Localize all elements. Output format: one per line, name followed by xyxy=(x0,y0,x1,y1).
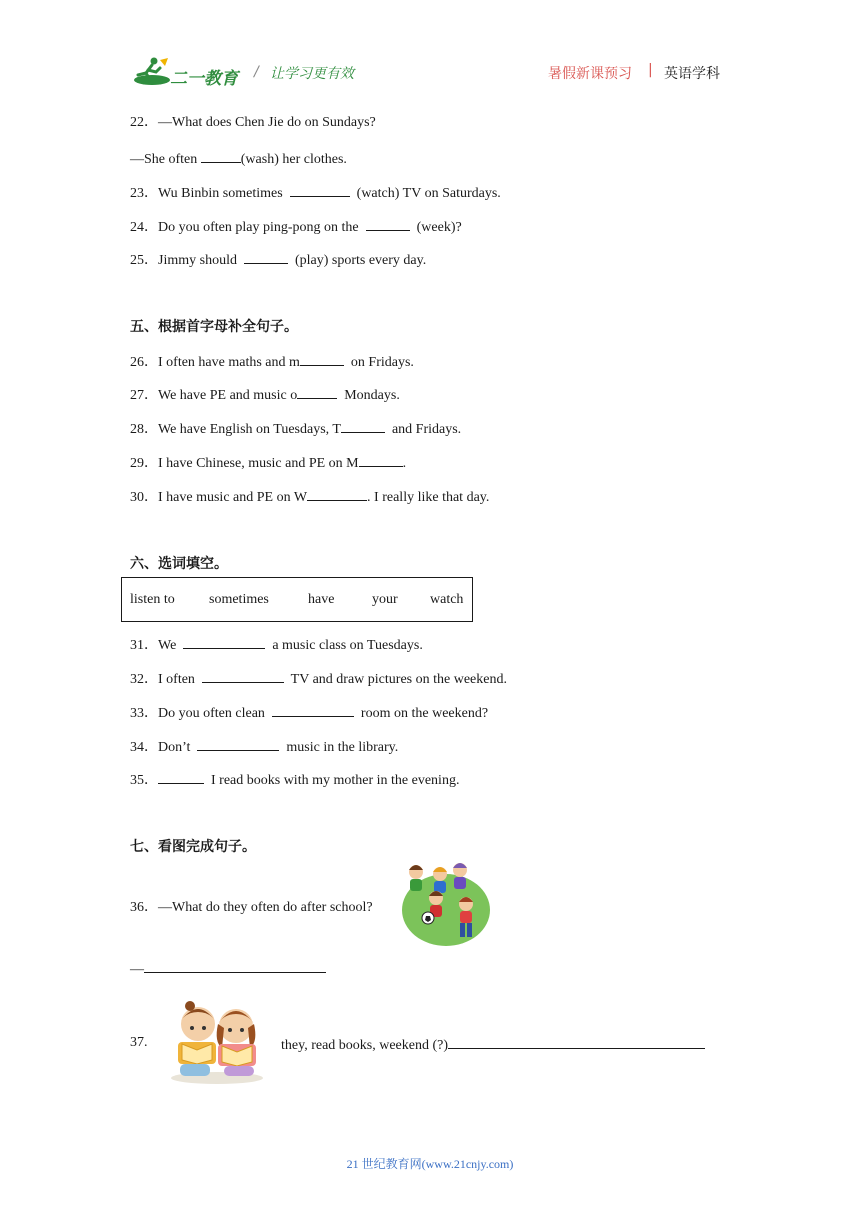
header-divider: | xyxy=(648,62,653,78)
section-6-title: 六、选词填空。 xyxy=(130,556,228,572)
question-37: they, read books, weekend (?) xyxy=(281,1034,705,1055)
word-bank-item: listen to xyxy=(130,591,175,607)
question-28: 28．We have English on Tuesdays, T and Fridays. xyxy=(130,418,461,439)
question-25: 25．Jimmy should (play) sports every day. xyxy=(130,249,426,270)
question-29: 29．I have Chinese, music and PE on M . xyxy=(130,452,406,473)
answer-blank[interactable] xyxy=(359,452,403,467)
question-34: 34．Don’t music in the library. xyxy=(130,736,398,757)
question-33: 33．Do you often clean room on the weekend? xyxy=(130,702,488,723)
question-32: 32．I often TV and draw pictures on the weekend. xyxy=(130,668,507,689)
word-bank xyxy=(121,577,473,622)
question-27: 27．We have PE and music o Mondays. xyxy=(130,384,400,405)
question-36-answer: — xyxy=(130,958,326,979)
logo-runner-icon xyxy=(130,56,170,88)
answer-blank[interactable] xyxy=(244,249,288,264)
header xyxy=(130,56,730,90)
logo-text: 二一教育 xyxy=(170,69,238,89)
subject-label: 英语学科 xyxy=(664,66,720,82)
answer-blank[interactable] xyxy=(197,736,279,751)
subject-tag: 暑假新课预习 xyxy=(548,66,632,82)
section-7-title: 七、看图完成句子。 xyxy=(130,839,256,855)
answer-blank[interactable] xyxy=(158,769,204,784)
kids-playing-football-illustration xyxy=(400,860,492,950)
answer-blank[interactable] xyxy=(183,634,265,649)
footer-source: 21 世纪教育网(www.21cnjy.com) xyxy=(346,1157,514,1171)
question-26: 26．I often have maths and m on Fridays. xyxy=(130,351,414,372)
question-22: 22．—What does Chen Jie do on Sundays? xyxy=(130,115,376,130)
section-5-title: 五、根据首字母补全句子。 xyxy=(130,319,298,335)
answer-blank[interactable] xyxy=(202,668,284,683)
question-23: 23．Wu Binbin sometimes (watch) TV on Saturdays. xyxy=(130,182,501,203)
answer-blank[interactable] xyxy=(341,418,385,433)
word-bank-item: watch xyxy=(430,591,464,607)
word-bank-item: sometimes xyxy=(209,591,269,607)
kids-reading-illustration xyxy=(166,998,268,1086)
word-bank-item: your xyxy=(372,591,398,607)
question-35: 35． I read books with my mother in the evening. xyxy=(130,769,459,790)
question-24: 24．Do you often play ping-pong on the (week)? xyxy=(130,216,462,237)
answer-blank[interactable] xyxy=(290,182,350,197)
answer-blank[interactable] xyxy=(448,1034,705,1049)
word-bank-item: have xyxy=(308,591,335,607)
question-31: 31．We a music class on Tuesdays. xyxy=(130,634,423,655)
question-37-number: 37. xyxy=(130,1035,148,1050)
header-separator: / xyxy=(254,64,259,80)
question-36: 36．—What do they often do after school? xyxy=(130,900,373,915)
question-22-answer: —She often (wash) her clothes. xyxy=(130,148,347,169)
answer-blank[interactable] xyxy=(366,216,410,231)
question-30: 30．I have music and PE on W . I really like that day. xyxy=(130,486,489,507)
answer-blank[interactable] xyxy=(201,148,241,163)
answer-blank[interactable] xyxy=(307,486,367,501)
header-slogan: 让学习更有效 xyxy=(270,66,354,82)
answer-blank[interactable] xyxy=(144,958,326,973)
answer-blank[interactable] xyxy=(300,351,344,366)
answer-blank[interactable] xyxy=(272,702,354,717)
answer-blank[interactable] xyxy=(297,384,337,399)
